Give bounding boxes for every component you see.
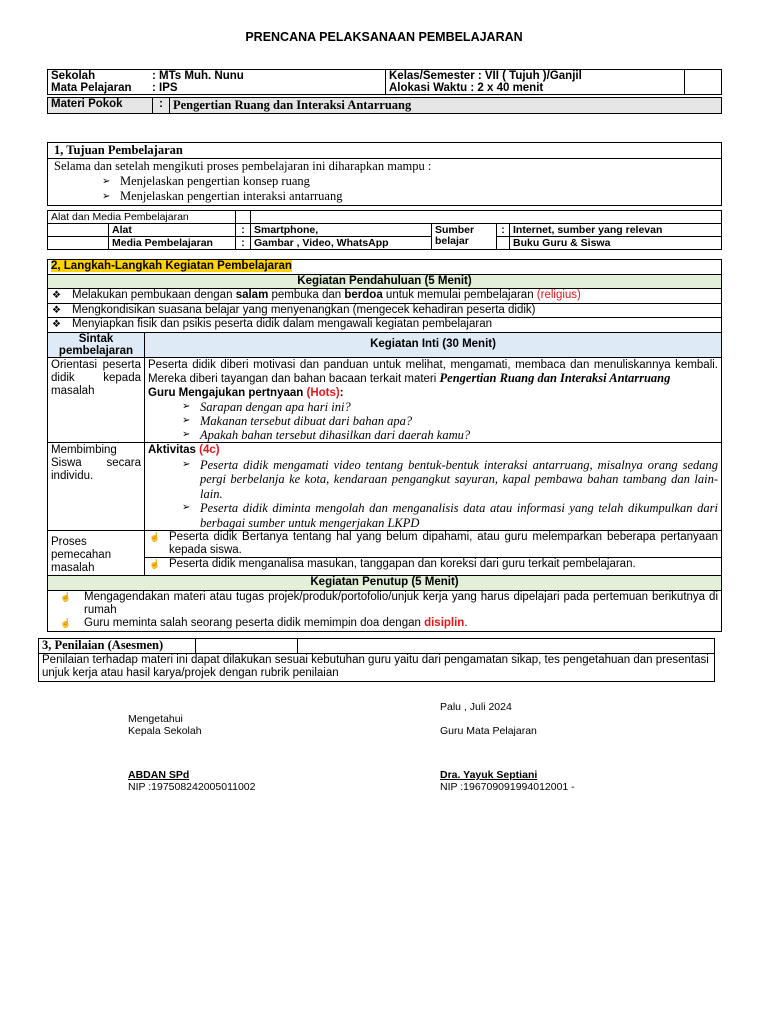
pendahuluan-item: ❖ Melakukan pembukaan dengan salam pembuka dan berdoa untuk memulai pembelajaran (religius) — [48, 289, 721, 304]
sintak-label: Sintak pembelajaran — [48, 332, 145, 357]
place-date: Palu , Juli 2024 — [440, 701, 512, 713]
media-colon: : — [236, 237, 251, 250]
hots-question: ➢ Apakah bahan tersebut dihasilkan dari daerah kamu? — [182, 428, 471, 442]
diamond-bullet-icon: ❖ — [52, 290, 61, 301]
sintak-pemecahan: Proses pemecahan masalah — [51, 536, 112, 574]
alat-label: Alat — [109, 224, 236, 237]
sekolah-value: : MTs Muh. Nunu — [149, 70, 386, 83]
materi-colon: : — [153, 98, 170, 114]
guru-name: Dra. Yayuk Septiani — [440, 769, 538, 781]
alat-table — [47, 210, 722, 250]
pemecahan-item: ☝ Peserta didik Bertanya tentang hal yang belum dipahami, atau guru melemparkan beberapa pertanyaan kepada siswa. — [145, 531, 721, 558]
tujuan-item: ➢ Menjelaskan pengertian konsep ruang — [102, 174, 310, 188]
penilaian-heading: 3, Penilaian (Asesmen) — [39, 639, 196, 654]
pemecahan-item: ☝ Peserta didik menganalisa masukan, tanggapan dan koreksi dari guru terkait pembelajaran. — [149, 558, 636, 570]
aktivitas-label: Aktivitas (4c) — [148, 444, 220, 456]
inti-title: Kegiatan Inti (30 Menit) — [145, 332, 722, 357]
tujuan-heading: 1, Tujuan Pembelajaran — [48, 143, 722, 159]
pointing-hand-icon: ☝ — [149, 559, 161, 569]
kepala-nip: NIP :197508242005011002 — [128, 781, 256, 793]
empty-cell — [685, 70, 722, 95]
alokasi-waktu: Alokasi Waktu : 2 x 40 menit — [386, 82, 685, 95]
kelas-semester: Kelas/Semester : VII ( Tujuh )/Ganjil — [386, 70, 685, 83]
diamond-bullet-icon: ❖ — [52, 304, 61, 316]
tujuan-table — [47, 142, 722, 206]
sintak-membimbing: Membimbing Siswa secara individu. — [51, 444, 141, 482]
mapel-value: : IPS — [149, 82, 386, 95]
guru-label: Guru Mata Pelajaran — [440, 725, 537, 737]
pendahuluan-item: ❖ Menyiapkan fisik dan psikis peserta didik dalam mengawali kegiatan pembelajaran — [52, 318, 492, 330]
sekolah-label: Sekolah — [48, 70, 150, 83]
materi-value: Pengertian Ruang dan Interaksi Antarruang — [170, 98, 722, 114]
pointing-hand-icon: ☝ — [60, 591, 72, 602]
penilaian-table — [38, 638, 715, 682]
hots-question: ➢ Makanan tersebut dibuat dari bahan apa? — [182, 414, 413, 428]
penutup-title: Kegiatan Penutup (5 Menit) — [48, 576, 722, 591]
penilaian-text: Penilaian terhadap materi ini dapat dilakukan sesuai kebutuhan guru yaitu dari pengamatan sikap, tes pengetahuan dan presentasi unjuk kerja atau hasil karya/projek dengan rubrik penilaian — [39, 653, 715, 681]
pendahuluan-item: ❖ Mengkondisikan suasana belajar yang menyenangkan (mengecek kehadiran peserta didik) — [48, 304, 721, 319]
arrow-bullet-icon: ➢ — [182, 458, 191, 470]
sintak-orientasi: Orientasi peserta didik kepada masalah — [51, 358, 141, 397]
identity-table — [47, 69, 722, 95]
tujuan-intro: Selama dan setelah mengikuti proses pembelajaran ini diharapkan mampu : — [54, 159, 432, 173]
guru-nip: NIP :196709091994012001 - — [440, 781, 575, 793]
orientasi-text: Peserta didik diberi motivasi dan panduan untuk melihat, mengamati, membaca dan menuliskannya kembali. Mereka diberi tayangan dan bahan bacaan terkait materi Pengertian Ruang dan Interaksi Antarruang — [148, 358, 718, 385]
alat-colon: : — [236, 224, 251, 237]
media-value: Gambar , Video, WhatsApp — [251, 237, 432, 250]
pointing-hand-icon: ☝ — [60, 617, 72, 628]
hots-question: ➢ Sarapan dengan apa hari ini? — [182, 400, 351, 414]
langkah-heading: 2, Langkah-Langkah Kegiatan Pembelajaran — [51, 260, 292, 272]
pointing-hand-icon: ☝ — [149, 532, 161, 542]
arrow-bullet-icon: ➢ — [102, 191, 111, 202]
materi-table — [47, 97, 722, 114]
aktivitas-item: ➢ Peserta didik mengamati video tentang bentuk-bentuk interaksi antarruang, misalnya orang sedang pergi berbelanja ke kota, kendaraan pengangkut sayuran, kapal pembawa bahan tambang dan lain-lain. — [182, 457, 718, 501]
penutup-item: ☝ Guru meminta salah seorang peserta didik memimpin doa dengan disiplin. — [60, 616, 468, 629]
materi-label: Materi Pokok — [48, 98, 153, 114]
penutup-item: ☝ Mengagendakan materi atau tugas projek/produk/portofolio/unjuk kerja yang harus dipelajari pada pertemuan berikutnya di rumah — [60, 590, 718, 616]
document-title: PRENCANA PELAKSANAAN PEMBELAJARAN — [245, 30, 523, 44]
langkah-table — [47, 259, 722, 632]
diamond-bullet-icon: ❖ — [52, 319, 61, 330]
media-label: Media Pembelajaran — [109, 237, 236, 250]
alat-value: Smartphone, — [251, 224, 432, 237]
arrow-bullet-icon: ➢ — [102, 176, 111, 187]
mengetahui-label: Mengetahui — [128, 713, 183, 725]
alat-heading: Alat dan Media Pembelajaran — [48, 211, 236, 224]
arrow-bullet-icon: ➢ — [182, 502, 191, 513]
sumber-colon: : — [497, 224, 510, 237]
arrow-bullet-icon: ➢ — [182, 415, 191, 426]
sumber-value-1: Internet, sumber yang relevan — [510, 224, 722, 237]
pendahuluan-title: Kegiatan Pendahuluan (5 Menit) — [48, 274, 722, 289]
arrow-bullet-icon: ➢ — [182, 429, 191, 440]
guru-pertanyaan: Guru Mengajukan pertnyaan (Hots): — [148, 386, 344, 399]
sumber-value-2: Buku Guru & Siswa — [510, 237, 722, 250]
arrow-bullet-icon: ➢ — [182, 401, 191, 412]
aktivitas-item: ➢ Peserta didik diminta mengolah dan menganalisis data atau informasi yang telah dikumpulkan dari berbagai sumber untuk mengerjakan LKPD — [182, 501, 718, 530]
tujuan-item: ➢ Menjelaskan pengertian interaksi antarruang — [102, 189, 343, 203]
kepala-name: ABDAN SPd — [128, 769, 190, 781]
sumber-label: Sumber belajar — [432, 224, 497, 250]
kepala-sekolah-label: Kepala Sekolah — [128, 725, 202, 737]
mapel-label: Mata Pelajaran — [48, 82, 150, 95]
